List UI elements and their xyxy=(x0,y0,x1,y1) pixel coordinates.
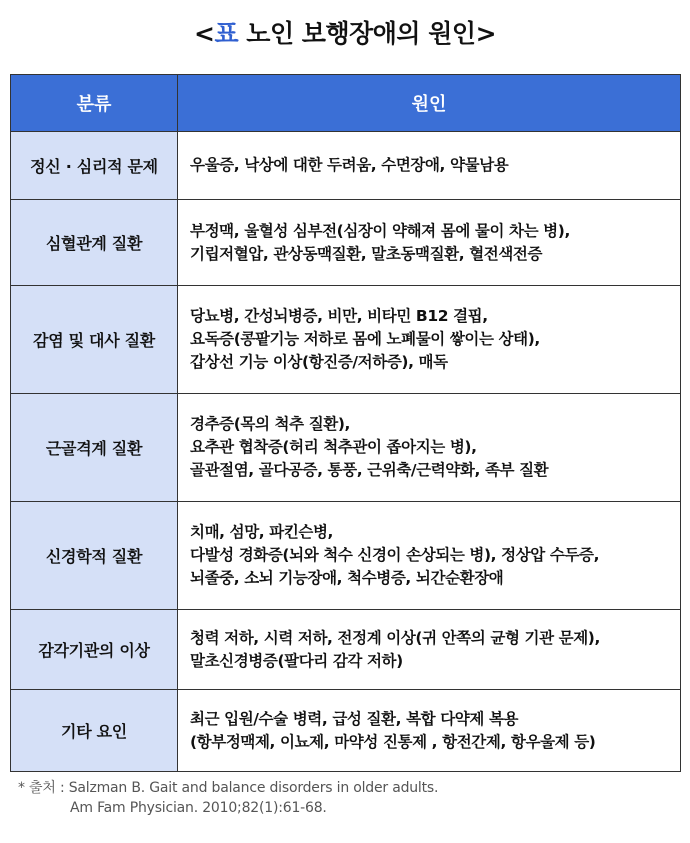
row-causes xyxy=(178,200,681,286)
cause-line: 다발성 경화증(뇌와 척수 신경이 손상되는 병), 정상압 수두증, xyxy=(190,546,600,564)
table-row xyxy=(11,132,681,200)
page-title xyxy=(0,14,690,50)
header-category: 분류 xyxy=(11,75,178,132)
header-cause: 원인 xyxy=(178,75,681,132)
source-line-1: * 출처 : Salzman B. Gait and balance disorders in older adults. xyxy=(18,780,439,796)
row-category: 기타 요인 xyxy=(11,690,178,772)
row-causes xyxy=(178,394,681,502)
title-left-bracket: < xyxy=(193,19,215,48)
title-accent: 표 xyxy=(214,19,239,48)
cause-line: 골관절염, 골다공증, 통풍, 근위축/근력약화, 족부 질환 xyxy=(190,461,549,479)
cause-line: 우울증, 낙상에 대한 두려움, 수면장애, 약물남용 xyxy=(190,156,509,174)
cause-line: (항부정맥제, 이뇨제, 마약성 진통제 , 항전간제, 항우울제 등) xyxy=(190,732,596,751)
table-header-row xyxy=(11,75,681,132)
table-row xyxy=(11,200,681,286)
cause-line: 말초신경병증(팔다리 감각 저하) xyxy=(190,651,403,670)
table-row xyxy=(11,690,681,772)
cause-line: 당뇨병, 간성뇌병증, 비만, 비타민 B12 결핍, xyxy=(190,307,488,325)
table-row xyxy=(11,394,681,502)
cause-line: 갑상선 기능 이상(항진증/저하증), 매독 xyxy=(190,353,448,371)
cause-line: 치매, 섬망, 파킨슨병, xyxy=(190,523,334,541)
cause-line: 부정맥, 울혈성 심부전(심장이 약해져 몸에 물이 차는 병), xyxy=(190,221,570,240)
row-category: 근골격계 질환 xyxy=(11,394,178,502)
table-row xyxy=(11,610,681,690)
cause-line: 요독증(콩팥기능 저하로 몸에 노폐물이 쌓이는 상태), xyxy=(190,330,540,348)
causes-table xyxy=(10,74,681,772)
table-row xyxy=(11,502,681,610)
row-causes xyxy=(178,610,681,690)
cause-line: 요추관 협착증(허리 척추관이 좁아지는 병), xyxy=(190,438,477,456)
cause-line: 기립저혈압, 관상동맥질환, 말초동맥질환, 혈전색전증 xyxy=(190,244,543,263)
source-line-2: Am Fam Physician. 2010;82(1):61-68. xyxy=(70,800,327,816)
row-category: 신경학적 질환 xyxy=(11,502,178,610)
title-right-bracket: > xyxy=(475,19,497,48)
row-causes xyxy=(178,690,681,772)
title-text: 노인 보행장애의 원인 xyxy=(238,19,476,48)
row-category: 감염 및 대사 질환 xyxy=(11,286,178,394)
cause-line: 뇌졸중, 소뇌 기능장애, 척수병증, 뇌간순환장애 xyxy=(190,569,504,587)
table-row xyxy=(11,286,681,394)
row-causes xyxy=(178,132,681,200)
cause-line: 최근 입원/수술 병력, 급성 질환, 복합 다약제 복용 xyxy=(190,709,519,728)
row-causes xyxy=(178,286,681,394)
cause-line: 경추증(목의 척추 질환), xyxy=(190,415,351,433)
row-causes xyxy=(178,502,681,610)
row-category: 심혈관계 질환 xyxy=(11,200,178,286)
row-category: 감각기관의 이상 xyxy=(11,610,178,690)
cause-line: 청력 저하, 시력 저하, 전정계 이상(귀 안쪽의 균형 기관 문제), xyxy=(190,628,600,647)
row-category: 정신 · 심리적 문제 xyxy=(11,132,178,200)
source-citation xyxy=(18,778,438,818)
